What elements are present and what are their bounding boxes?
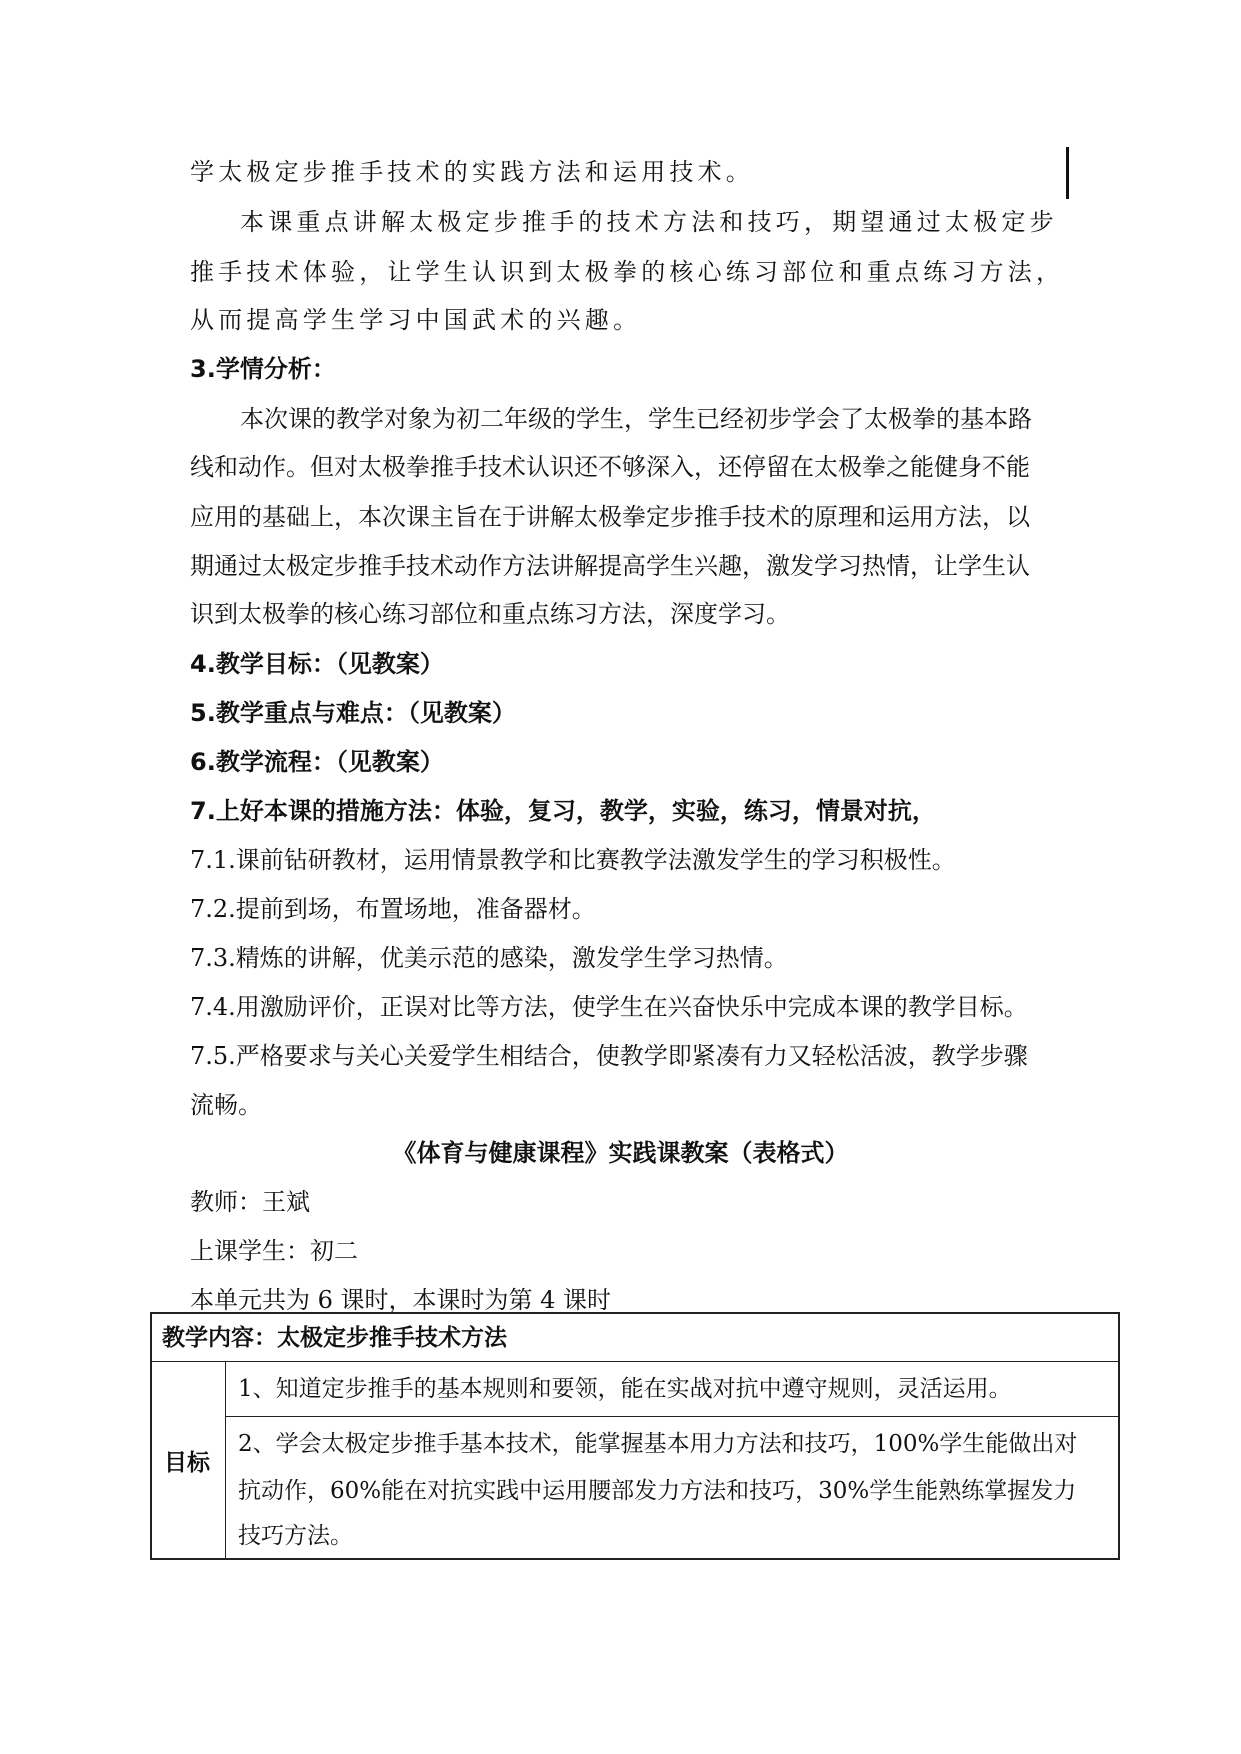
lesson-table <box>150 1312 1120 1560</box>
section-heading-4: 4.教学目标：（见教案） <box>190 650 444 678</box>
list-item: 7.3.精炼的讲解，优美示范的感染，激发学生学习热情。 <box>190 944 788 972</box>
paragraph-line: 本课重点讲解太极定步推手的技术方法和技巧，期望通过太极定步 <box>240 208 1058 236</box>
goal-text-1: 1、知道定步推手的基本规则和要领，能在实战对抗中遵守规则，灵活运用。 <box>238 1376 1012 1402</box>
section-heading-7: 7.上好本课的措施方法：体验，复习，教学，实验，练习，情景对抗， <box>190 797 936 825</box>
list-item: 7.2.提前到场，布置场地，准备器材。 <box>190 895 596 923</box>
list-item: 7.1.课前钻研教材，运用情景教学和比赛教学法激发学生的学习积极性。 <box>190 846 956 874</box>
lesson-plan-title: 《体育与健康课程》实践课教案（表格式） <box>392 1139 849 1167</box>
paragraph-line: 识到太极拳的核心练习部位和重点练习方法，深度学习。 <box>190 600 790 628</box>
list-item: 7.4.用激励评价，正误对比等方法，使学生在兴奋快乐中完成本课的教学目标。 <box>190 993 1028 1021</box>
goal-row-1 <box>226 1362 1118 1417</box>
section-heading-6: 6.教学流程：（见教案） <box>190 748 444 776</box>
goal-label-cell <box>152 1362 226 1558</box>
paragraph-line: 线和动作。但对太极拳推手技术认识还不够深入，还停留在太极拳之能健身不能 <box>190 453 1030 481</box>
section-heading-3: 3.学情分析： <box>190 355 336 383</box>
teacher-line: 教师：王斌 <box>190 1188 310 1216</box>
table-header-row <box>152 1314 1118 1362</box>
goal-text-2-line: 抗动作，60%能在对抗实践中运用腰部发力方法和技巧，30%学生能熟练掌握发力 <box>238 1478 1077 1504</box>
hours-line: 本单元共为 6 课时，本课时为第 4 课时 <box>190 1286 612 1314</box>
list-item: 7.5.严格要求与关心关爱学生相结合，使教学即紧凑有力又轻松活波，教学步骤 <box>190 1042 1028 1070</box>
paragraph-line: 本次课的教学对象为初二年级的学生，学生已经初步学会了太极拳的基本路 <box>240 405 1032 433</box>
goal-text-2-line: 技巧方法。 <box>238 1523 353 1549</box>
section-heading-5: 5.教学重点与难点：（见教案） <box>190 699 516 727</box>
list-item-continuation: 流畅。 <box>190 1091 262 1119</box>
paragraph-line: 应用的基础上，本次课主旨在于讲解太极拳定步推手技术的原理和运用方法，以 <box>190 503 1030 531</box>
paragraph-line: 学太极定步推手技术的实践方法和运用技术。 <box>190 158 754 186</box>
text-cursor-bar <box>1066 147 1069 199</box>
teaching-content-cell: 教学内容：太极定步推手技术方法 <box>162 1325 507 1351</box>
paragraph-line: 期通过太极定步推手技术动作方法讲解提高学生兴趣，激发学习热情，让学生认 <box>190 552 1030 580</box>
goal-label: 目标 <box>164 1450 210 1476</box>
goal-row-2 <box>226 1417 1118 1558</box>
goal-text-2-line: 2、学会太极定步推手基本技术，能掌握基本用力方法和技巧，100%学生能做出对 <box>238 1431 1078 1457</box>
paragraph-line: 从而提高学生学习中国武术的兴趣。 <box>190 306 642 334</box>
students-line: 上课学生：初二 <box>190 1237 358 1265</box>
paragraph-line: 推手技术体验，让学生认识到太极拳的核心练习部位和重点练习方法， <box>190 258 1065 286</box>
